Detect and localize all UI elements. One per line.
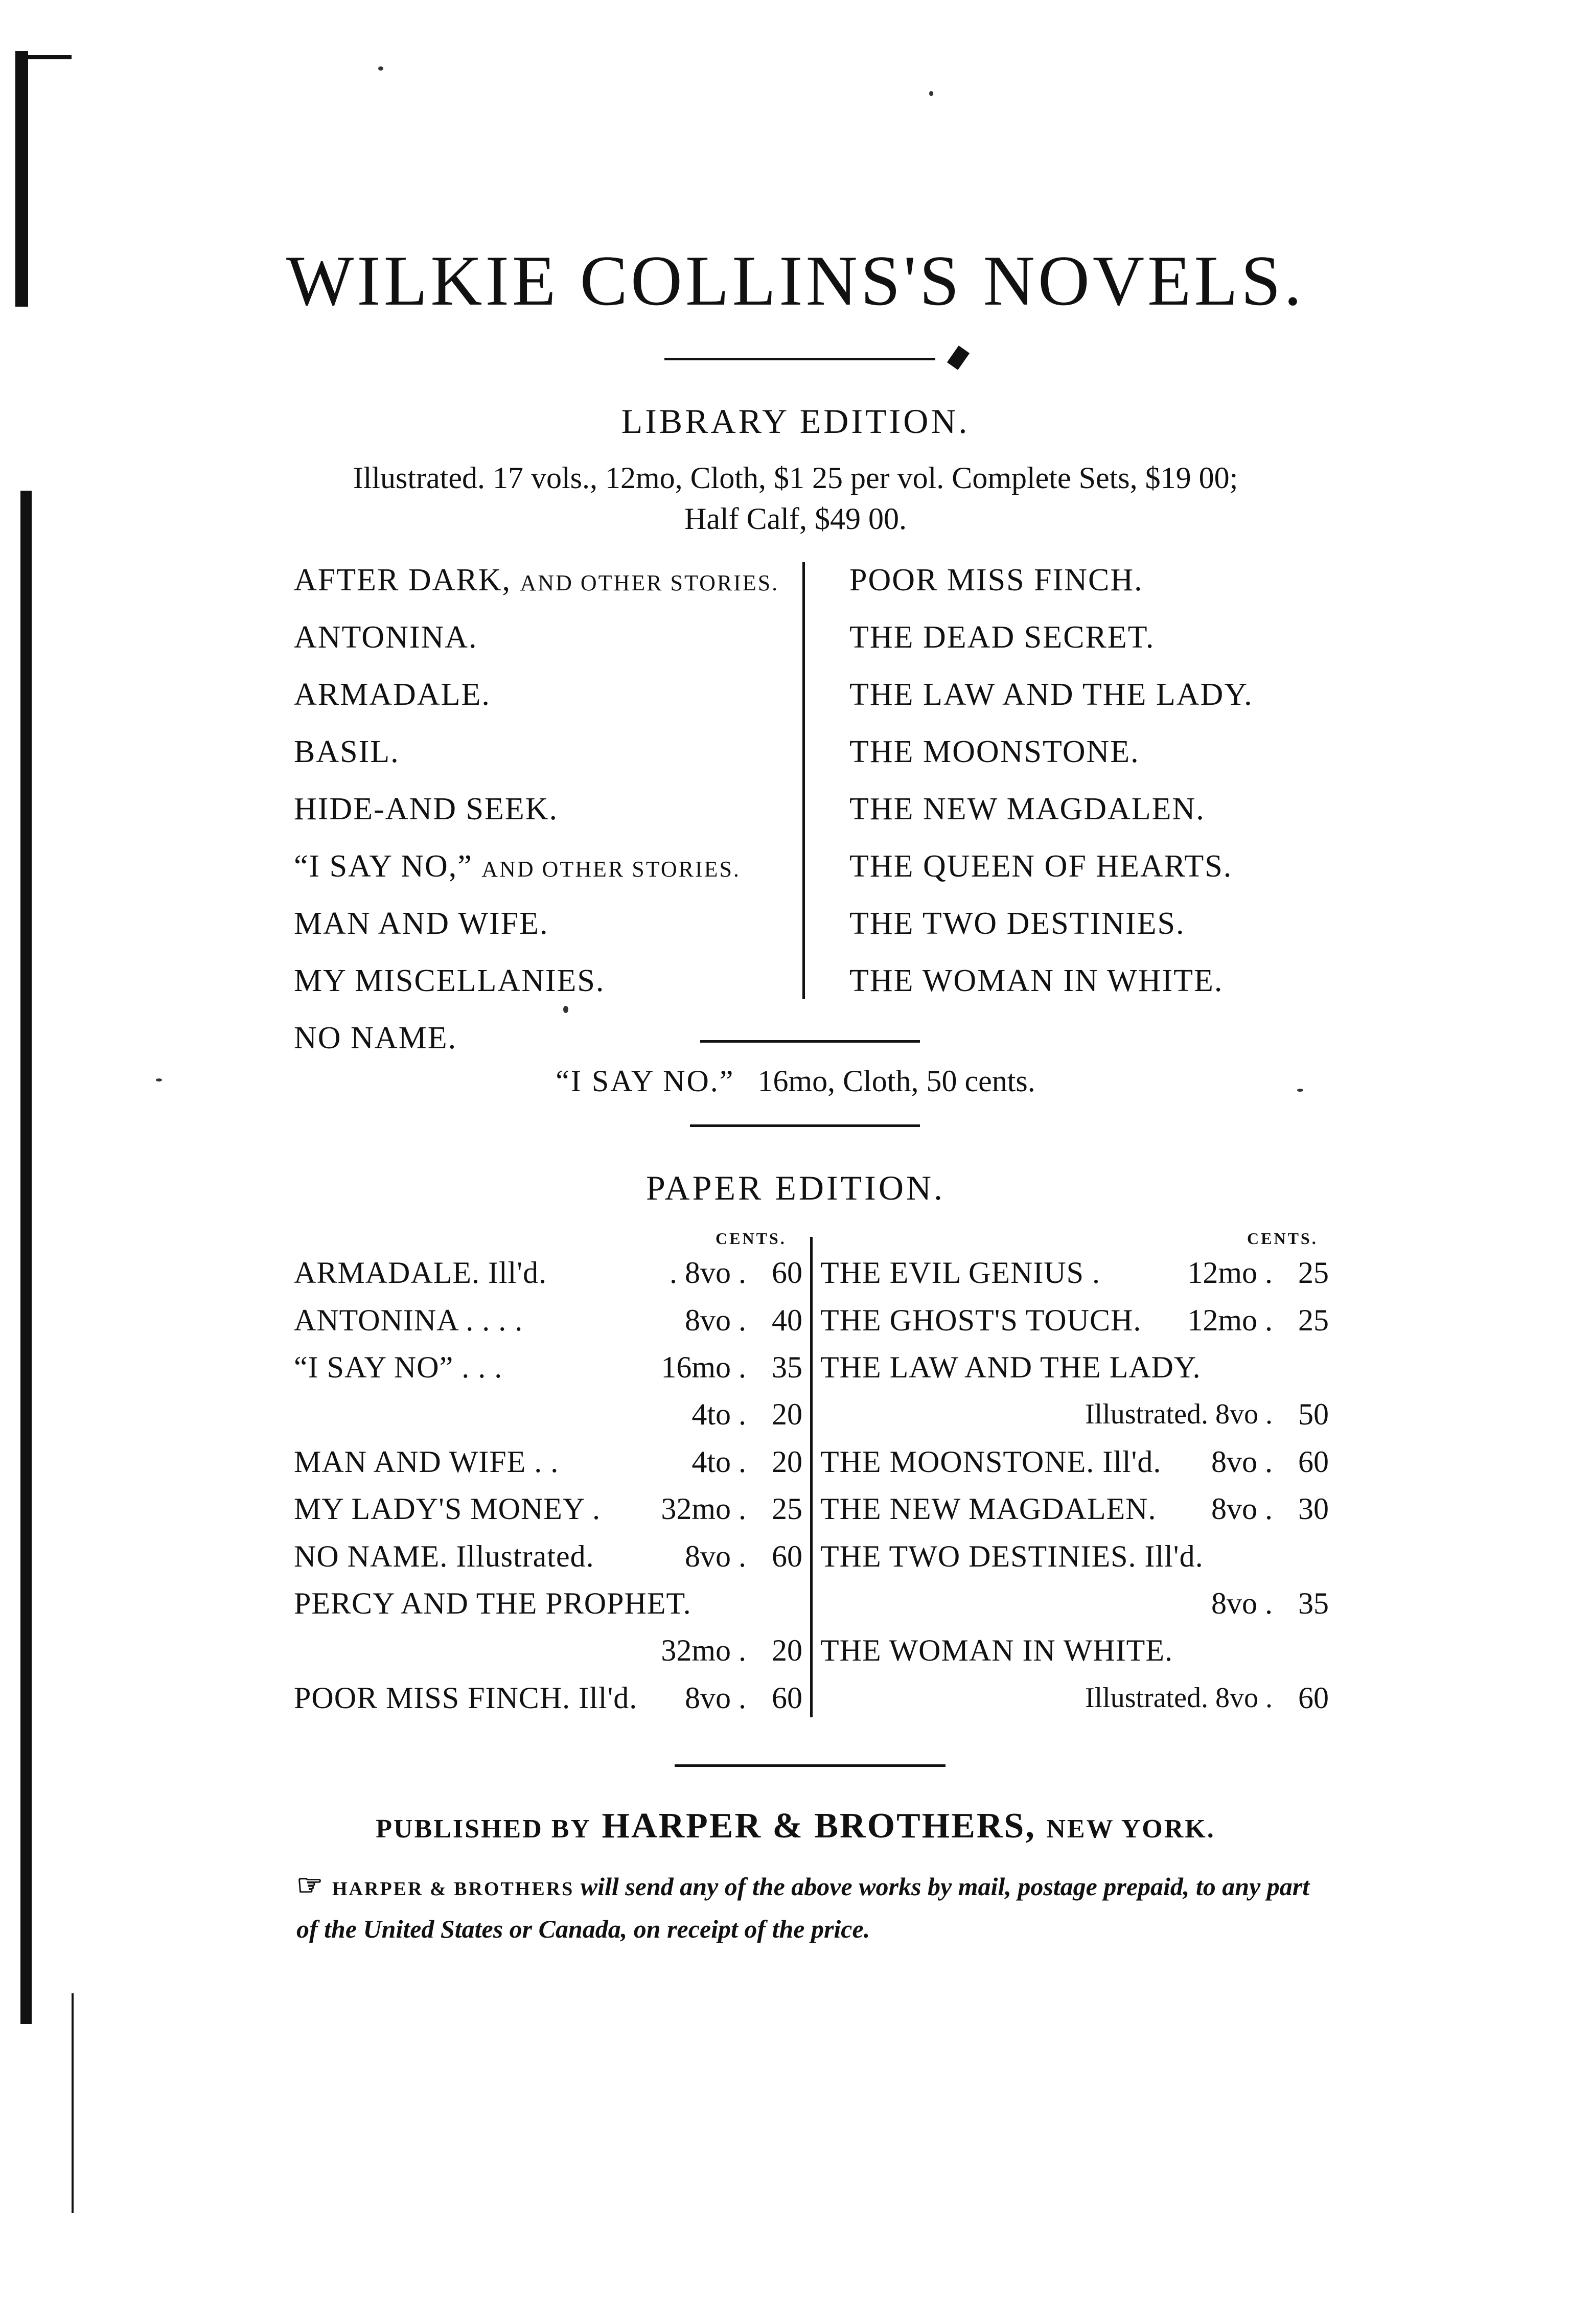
table-row: MAN AND WIFE . . 4to . 20 bbox=[294, 1445, 802, 1479]
list-item: THE MOONSTONE. bbox=[849, 734, 1140, 769]
list-item: BASIL. bbox=[294, 734, 400, 769]
list-item: NO NAME. bbox=[294, 1021, 457, 1055]
list-item: POOR MISS FINCH. bbox=[849, 563, 1143, 597]
table-row: MY LADY'S MONEY . 32mo . 25 bbox=[294, 1492, 802, 1526]
list-item: MY MISCELLANIES. bbox=[294, 963, 605, 998]
section-rule bbox=[700, 1040, 920, 1043]
library-pricing-line2: Half Calf, $49 00. bbox=[684, 502, 907, 536]
table-row: THE EVIL GENIUS . 12mo . 25 bbox=[820, 1256, 1329, 1290]
i-say-no-title: “I SAY NO.” bbox=[556, 1064, 735, 1098]
table-row: THE LAW AND THE LADY. bbox=[820, 1350, 1201, 1384]
title-rule bbox=[664, 358, 935, 360]
pointing-hand-icon: ☞ bbox=[296, 1869, 323, 1902]
table-row: NO NAME. Illustrated. 8vo . 60 bbox=[294, 1539, 802, 1573]
library-column-divider bbox=[802, 562, 805, 999]
list-item: AFTER DARK, AND OTHER STORIES. bbox=[294, 563, 779, 597]
paper-column-divider bbox=[810, 1237, 813, 1717]
library-edition-heading: LIBRARY EDITION. bbox=[621, 402, 970, 441]
table-row: THE NEW MAGDALEN. 8vo . 30 bbox=[820, 1492, 1329, 1526]
mail-notice: ☞ HARPER & BROTHERS will send any of the above works by mail, postage prepaid, to any part of the United States or Canada, on receipt of the price. bbox=[296, 1869, 1310, 1943]
section-rule bbox=[675, 1764, 946, 1767]
table-row: PERCY AND THE PROPHET. bbox=[294, 1586, 691, 1620]
table-row: ARMADALE. Ill'd. . 8vo . 60 bbox=[294, 1256, 802, 1290]
i-say-no-details: 16mo, Cloth, 50 cents. bbox=[757, 1064, 1035, 1098]
table-row: THE WOMAN IN WHITE. bbox=[820, 1633, 1173, 1667]
table-row: 4to . 20 bbox=[691, 1397, 802, 1431]
i-say-no-line bbox=[0, 1066, 1591, 1096]
table-row: ANTONINA . . . . 8vo . 40 bbox=[294, 1303, 802, 1337]
cents-header-left: CENTS. bbox=[716, 1229, 787, 1248]
table-row: Illustrated. 8vo . 60 bbox=[1085, 1681, 1329, 1715]
list-item: THE WOMAN IN WHITE. bbox=[849, 963, 1224, 998]
scan-edge-thin bbox=[72, 1993, 74, 2213]
list-item: “I SAY NO,” AND OTHER STORIES. bbox=[294, 849, 741, 884]
list-item: THE LAW AND THE LADY. bbox=[849, 677, 1253, 712]
scan-edge-bottom bbox=[20, 491, 32, 2024]
section-rule bbox=[690, 1124, 920, 1127]
table-row: “I SAY NO” . . . 16mo . 35 bbox=[294, 1350, 802, 1384]
table-row: Illustrated. 8vo . 50 bbox=[1085, 1397, 1329, 1431]
speck bbox=[378, 66, 383, 71]
cents-header-right: CENTS. bbox=[1247, 1229, 1318, 1248]
table-row: 8vo . 35 bbox=[1211, 1586, 1329, 1620]
table-row: POOR MISS FINCH. Ill'd. 8vo . 60 bbox=[294, 1681, 802, 1715]
list-item: THE NEW MAGDALEN. bbox=[849, 792, 1205, 826]
table-row: THE MOONSTONE. Ill'd. 8vo . 60 bbox=[820, 1445, 1329, 1479]
list-item: THE DEAD SECRET. bbox=[849, 620, 1155, 655]
list-item: MAN AND WIFE. bbox=[294, 906, 549, 941]
library-pricing-line1: Illustrated. 17 vols., 12mo, Cloth, $1 25 per vol. Complete Sets, $19 00; bbox=[353, 461, 1238, 495]
ornament-mark bbox=[947, 346, 970, 370]
library-left-list bbox=[294, 560, 779, 1075]
list-item: HIDE-AND SEEK. bbox=[294, 792, 559, 826]
table-row: THE TWO DESTINIES. Ill'd. bbox=[820, 1539, 1204, 1573]
scan-edge-mark bbox=[15, 55, 72, 59]
paper-edition-heading: PAPER EDITION. bbox=[645, 1168, 946, 1207]
list-item: THE QUEEN OF HEARTS. bbox=[849, 849, 1233, 884]
list-item: ANTONINA. bbox=[294, 620, 478, 655]
library-right-list bbox=[849, 560, 1253, 1018]
list-item: ARMADALE. bbox=[294, 677, 491, 712]
speck bbox=[929, 91, 933, 96]
table-row: THE GHOST'S TOUCH. 12mo . 25 bbox=[820, 1303, 1329, 1337]
publisher-line: PUBLISHED BY HARPER & BROTHERS, NEW YORK. bbox=[376, 1806, 1215, 1846]
table-row: 32mo . 20 bbox=[661, 1633, 802, 1667]
list-item: THE TWO DESTINIES. bbox=[849, 906, 1185, 941]
page-title: WILKIE COLLINS'S NOVELS. bbox=[286, 241, 1305, 320]
